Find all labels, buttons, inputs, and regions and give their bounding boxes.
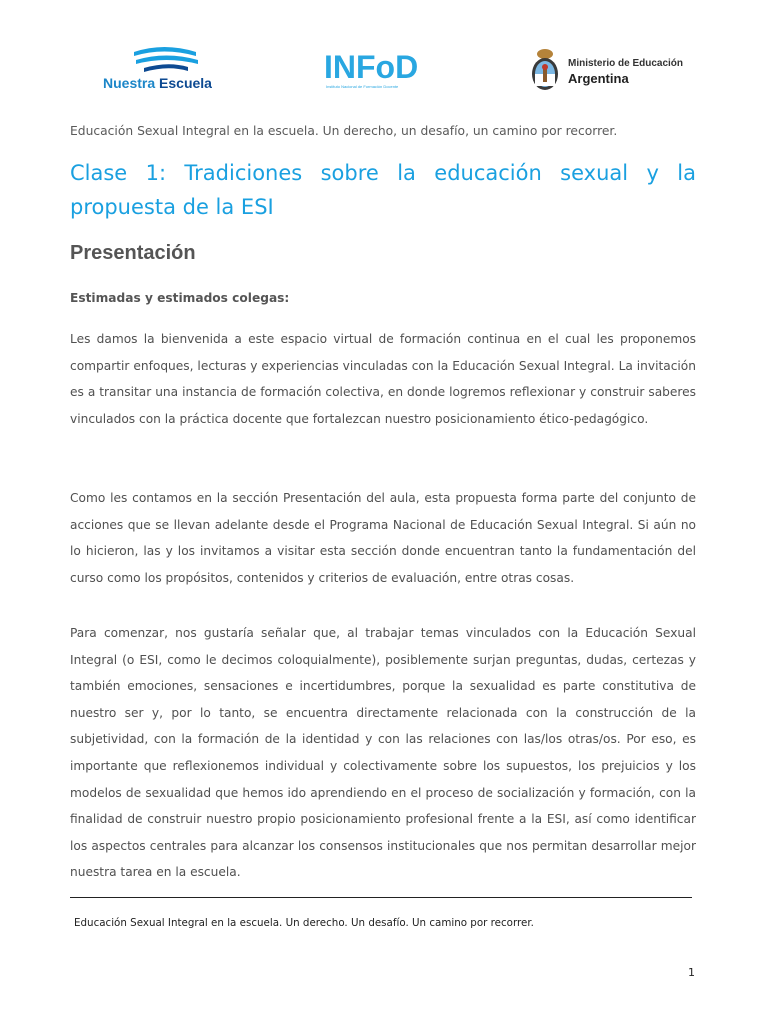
ministerio-line1: Ministerio de Educación (568, 58, 684, 69)
greeting: Estimadas y estimados colegas: (70, 291, 290, 305)
page-header (0, 0, 768, 110)
nuestra-escuela-logo (100, 44, 235, 96)
ministerio-line2: Argentina (568, 71, 629, 86)
section-heading: Presentación (70, 242, 196, 264)
argentina-coat-of-arms-icon (528, 46, 562, 94)
paragraph-1: Les damos la bienvenida a este espacio virtual de formación continua en el cual les proponemos compartir enfoques, lecturas y experiencias vinculadas con la Educación Sexual Integral. La invitación es a transitar una instancia de formación colectiva, en donde logremos reflexionar y construir saberes vinculados con la práctica docente que fortalezcan nuestro posicionamiento ético-pedagógico. (70, 332, 696, 426)
infod-wordmark: INFoD (324, 49, 419, 85)
escuela-word: Escuela (159, 75, 212, 91)
running-header: Educación Sexual Integral en la escuela. Un derecho, un desafío, un camino por recorrer. (70, 124, 618, 138)
paragraph-3: Para comenzar, nos gustaría señalar que, al trabajar temas vinculados con la Educación Sexual Integral (o ESI, como le decimos coloquialmente), posiblemente surjan preguntas, dudas, certezas y también emociones, sensaciones e incertidumbres, porque la sexualidad es parte constitutiva de nuestro ser y, por lo tanto, se encuentra directamente relacionada con la construcción de la subjetividad, con la formación de la identidad y con las relaciones con las/los otras/os. Por eso, es importante que reflexionemos individual y colectivamente sobre los supuestos, los prejuicios y los modelos de sexualidad que hemos ido aprendiendo en el proceso de socialización y formación, con la finalidad de construir nuestro propio posicionamiento profesional frente a la ESI, así como identificar los aspectos centrales para alcanzar los consensos institucionales que nos permitan desarrollar mejor nuestra tarea en la escuela. (70, 626, 696, 880)
infod-logo (322, 50, 432, 95)
footnote-divider (70, 897, 692, 898)
ministerio-logo (528, 46, 688, 94)
nuestra-escuela-waves-icon (130, 44, 202, 74)
infod-subtitle: Instituto Nacional de Formación Docente (326, 84, 399, 89)
page-number: 1 (688, 966, 695, 979)
paragraph-2: Como les contamos en la sección Presentación del aula, esta propuesta forma parte del conjunto de acciones que se llevan adelante desde el Programa Nacional de Educación Sexual Integral. Si aún no lo hicieron, las y los invitamos a visitar esta sección donde encuentran tanto la fundamentación del curso como los propósitos, contenidos y criterios de evaluación, entre otras cosas. (70, 491, 696, 585)
nuestra-word: Nuestra (103, 75, 156, 91)
page-title: Clase 1: Tradiciones sobre la educación sexual y la propuesta de la ESI (70, 161, 696, 219)
page-footer: Educación Sexual Integral en la escuela. Un derecho. Un desafío. Un camino por recorrer. (74, 917, 534, 929)
